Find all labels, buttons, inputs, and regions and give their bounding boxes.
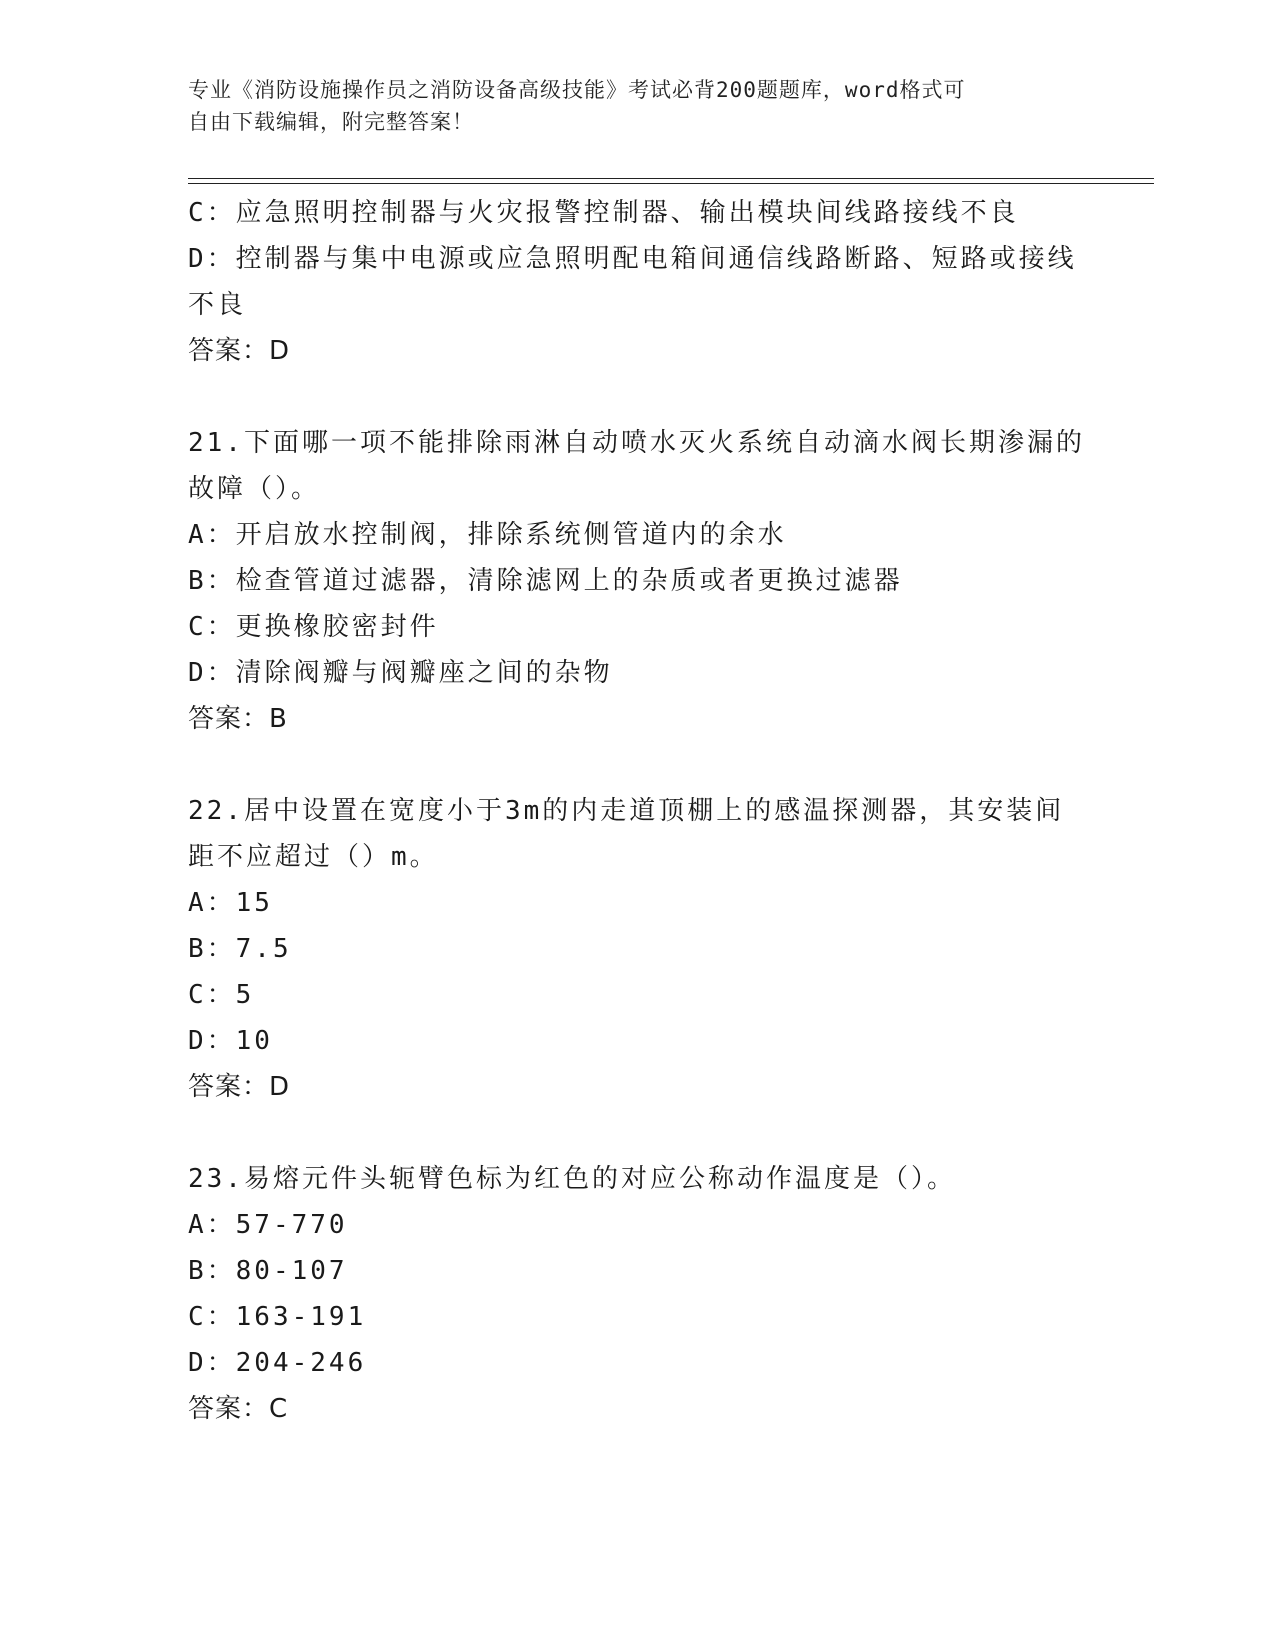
option-b: B：检查管道过滤器，清除滤网上的杂质或者更换过滤器: [188, 566, 903, 596]
option-d: D：清除阀瓣与阀瓣座之间的杂物: [188, 658, 613, 688]
question-23: [188, 1156, 1088, 1432]
option-b: B：80-107: [188, 1256, 348, 1286]
option-d: D：控制器与集中电源或应急照明配电箱间通信线路断路、短路或接线: [188, 244, 1077, 274]
question-content: [188, 190, 1088, 1432]
continued-question: [188, 190, 1088, 374]
question-stem-continued: 距不应超过（）m。: [188, 842, 439, 872]
answer: 答案：B: [188, 704, 288, 734]
question-stem: 22.居中设置在宽度小于3m的内走道顶棚上的感温探测器，其安装间: [188, 796, 1065, 826]
question-stem-continued: 故障（）。: [188, 474, 321, 504]
option-a: A：开启放水控制阀，排除系统侧管道内的余水: [188, 520, 787, 550]
option-b: B：7.5: [188, 934, 292, 964]
option-d: D：10: [188, 1026, 273, 1056]
header-line-2: 自由下载编辑，附完整答案！: [188, 110, 474, 134]
option-c: C：163-191: [188, 1302, 367, 1332]
header-divider-top: [188, 178, 1154, 179]
option-d-continued: 不良: [188, 290, 247, 320]
option-c: C：5: [188, 980, 255, 1010]
answer: 答案：D: [188, 1072, 291, 1102]
document-header: [188, 74, 1068, 138]
answer: 答案：D: [188, 336, 291, 366]
option-d: D：204-246: [188, 1348, 367, 1378]
question-21: [188, 420, 1088, 742]
question-22: [188, 788, 1088, 1110]
question-stem: 21.下面哪一项不能排除雨淋自动喷水灭火系统自动滴水阀长期渗漏的: [188, 428, 1085, 458]
answer: 答案：C: [188, 1394, 289, 1424]
header-line-1: 专业《消防设施操作员之消防设备高级技能》考试必背200题题库，word格式可: [188, 78, 966, 102]
question-stem: 23.易熔元件头轭臂色标为红色的对应公称动作温度是（）。: [188, 1164, 956, 1194]
option-c: C：应急照明控制器与火灾报警控制器、输出模块间线路接线不良: [188, 198, 1019, 228]
option-a: A：57-770: [188, 1210, 348, 1240]
option-c: C：更换橡胶密封件: [188, 612, 439, 642]
option-a: A：15: [188, 888, 273, 918]
header-divider-bottom: [188, 183, 1154, 184]
